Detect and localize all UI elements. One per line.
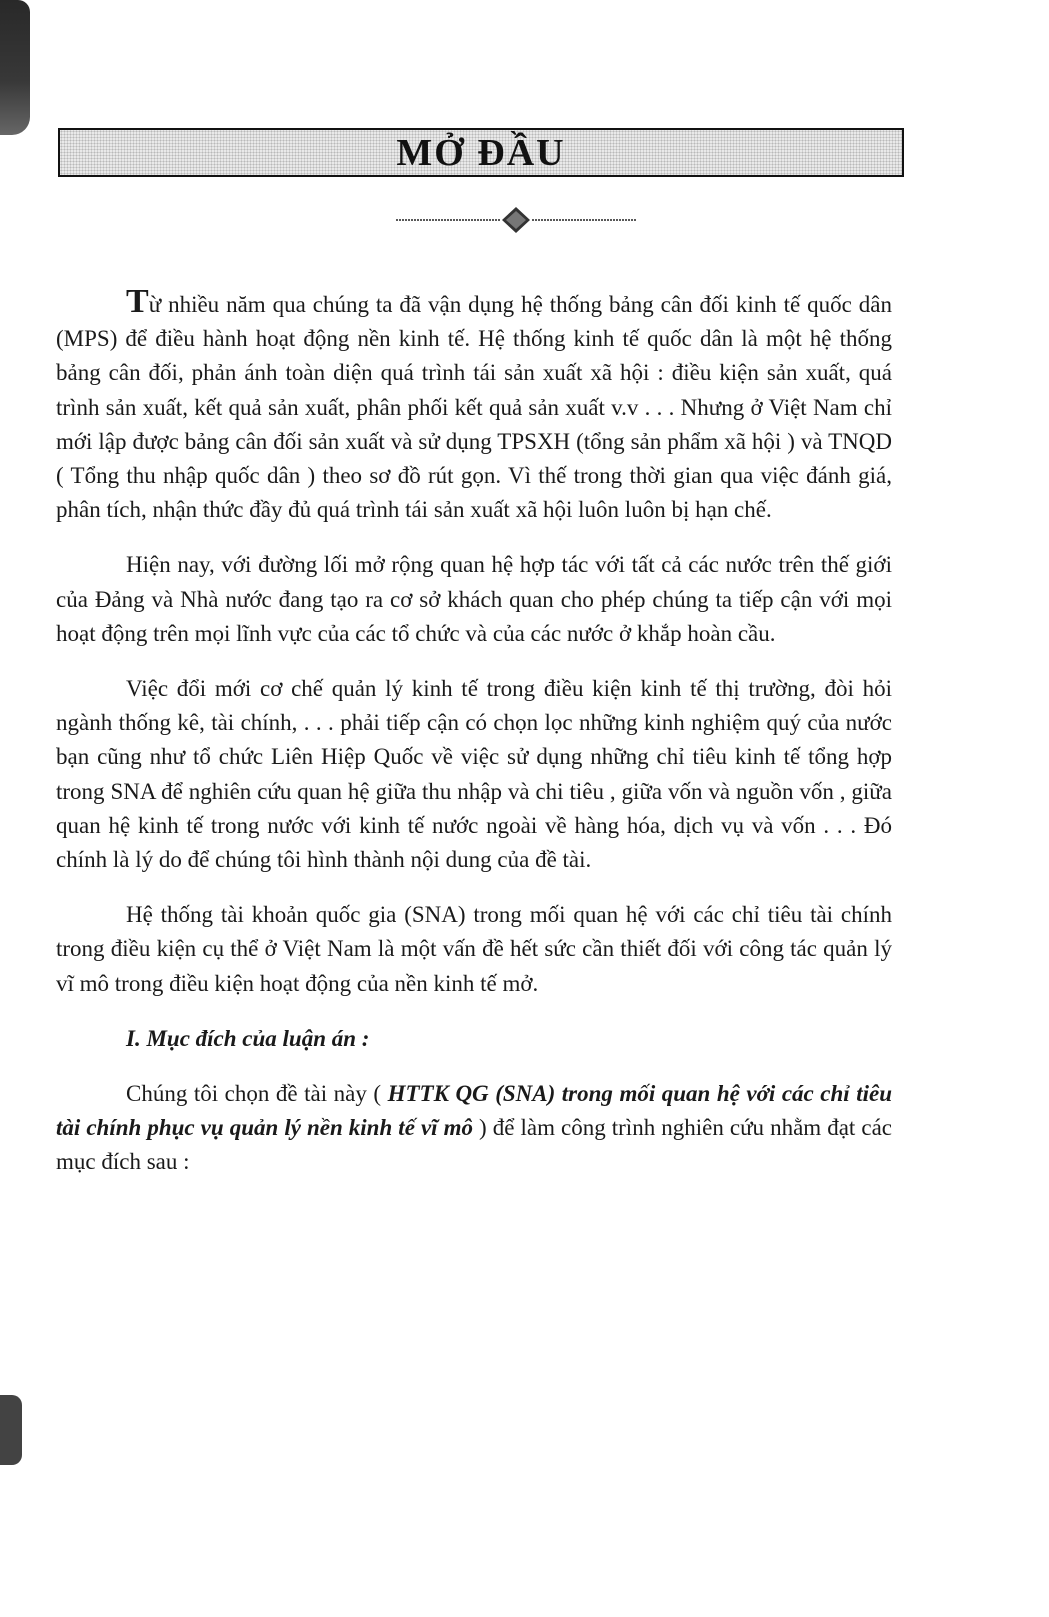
paragraph-2: Hiện nay, với đường lối mở rộng quan hệ hợp tác với tất cả các nước trên thế giới của Đảng và Nhà nước đang tạo ra cơ sở khách quan cho phép chúng ta tiếp cận với mọi hoạt động trên mọi lĩnh vực của các tổ chức và của các nước ở khắp hoàn cầu. [56, 552, 892, 646]
paragraph-3: Việc đổi mới cơ chế quản lý kinh tế trong điều kiện kinh tế thị trường, đòi hỏi ngành thống kê, tài chính, . . . phải tiếp cận có chọn lọc những kinh nghiệm quý của nước bạn cũng như tổ chức Liên Hiệp Quốc về việc sử dụng những chỉ tiêu kinh tế tổng hợp trong SNA để nghiên cứu quan hệ giữa thu nhập và chi tiêu , giữa vốn và nguồn vốn , giữa quan hệ kinh tế trong nước với kinh tế nước ngoài về hàng hóa, dịch vụ và vốn . . . Đó chính là lý do để chúng tôi hình thành nội dung của đề tài. [56, 676, 892, 873]
thesis-title-emphasis: HTTK QG (SNA) trong mối quan hệ với các chỉ tiêu tài chính phục vụ quản lý nền kinh tế vĩ mô [56, 1081, 892, 1141]
paragraph-4: Hệ thống tài khoản quốc gia (SNA) trong mối quan hệ với các chỉ tiêu tài chính trong điều kiện cụ thể ở Việt Nam là một vấn đề hết sức cần thiết đối với công tác quản lý vĩ mô trong điều kiện hoạt động của nền kinh tế mở. [56, 902, 892, 996]
paragraph-1 [56, 285, 892, 527]
chapter-title: MỞ ĐẦU [396, 131, 566, 174]
drop-cap: T [126, 283, 149, 320]
paragraph-5-start: Chúng tôi chọn đề tài này ( [126, 1081, 388, 1107]
document-body [56, 285, 892, 1201]
paragraph-1-text: ừ nhiều năm qua chúng ta đã vận dụng hệ thống bảng cân đối kinh tế quốc dân (MPS) để điều hành hoạt động nền kinh tế. Hệ thống kinh tế quốc dân là một hệ thống bảng cân đối, phản ánh toàn diện quá trình tái sản xuất xã hội : điều kiện sản xuất, quá trình sản xuất, kết quả sản xuất, phân phối kết quả sản xuất v.v . . . Nhưng ở Việt Nam chỉ mới lập được bảng cân đối sản xuất và sử dụng TPSXH (tổng sản phẩm xã hội ) và TNQD ( Tổng thu nhập quốc dân ) theo sơ đồ rút gọn. Vì thế trong thời gian qua việc đánh giá, phân tích, nhận thức đầy đủ quá trình tái sản xuất xã hội luôn luôn bị hạn chế. [56, 292, 892, 523]
scan-edge-mark-bottom [0, 1395, 22, 1465]
chapter-title-band [58, 128, 904, 177]
paragraph-5-end: ) để làm công trình nghiên cứu nhằm đạt các mục đích sau : [56, 1115, 892, 1175]
diamond-ornament-icon [396, 205, 636, 235]
section-heading: I. Mục đích của luận án : [126, 1025, 370, 1051]
paragraph-5 [56, 1077, 892, 1180]
scan-edge-mark [0, 0, 30, 135]
